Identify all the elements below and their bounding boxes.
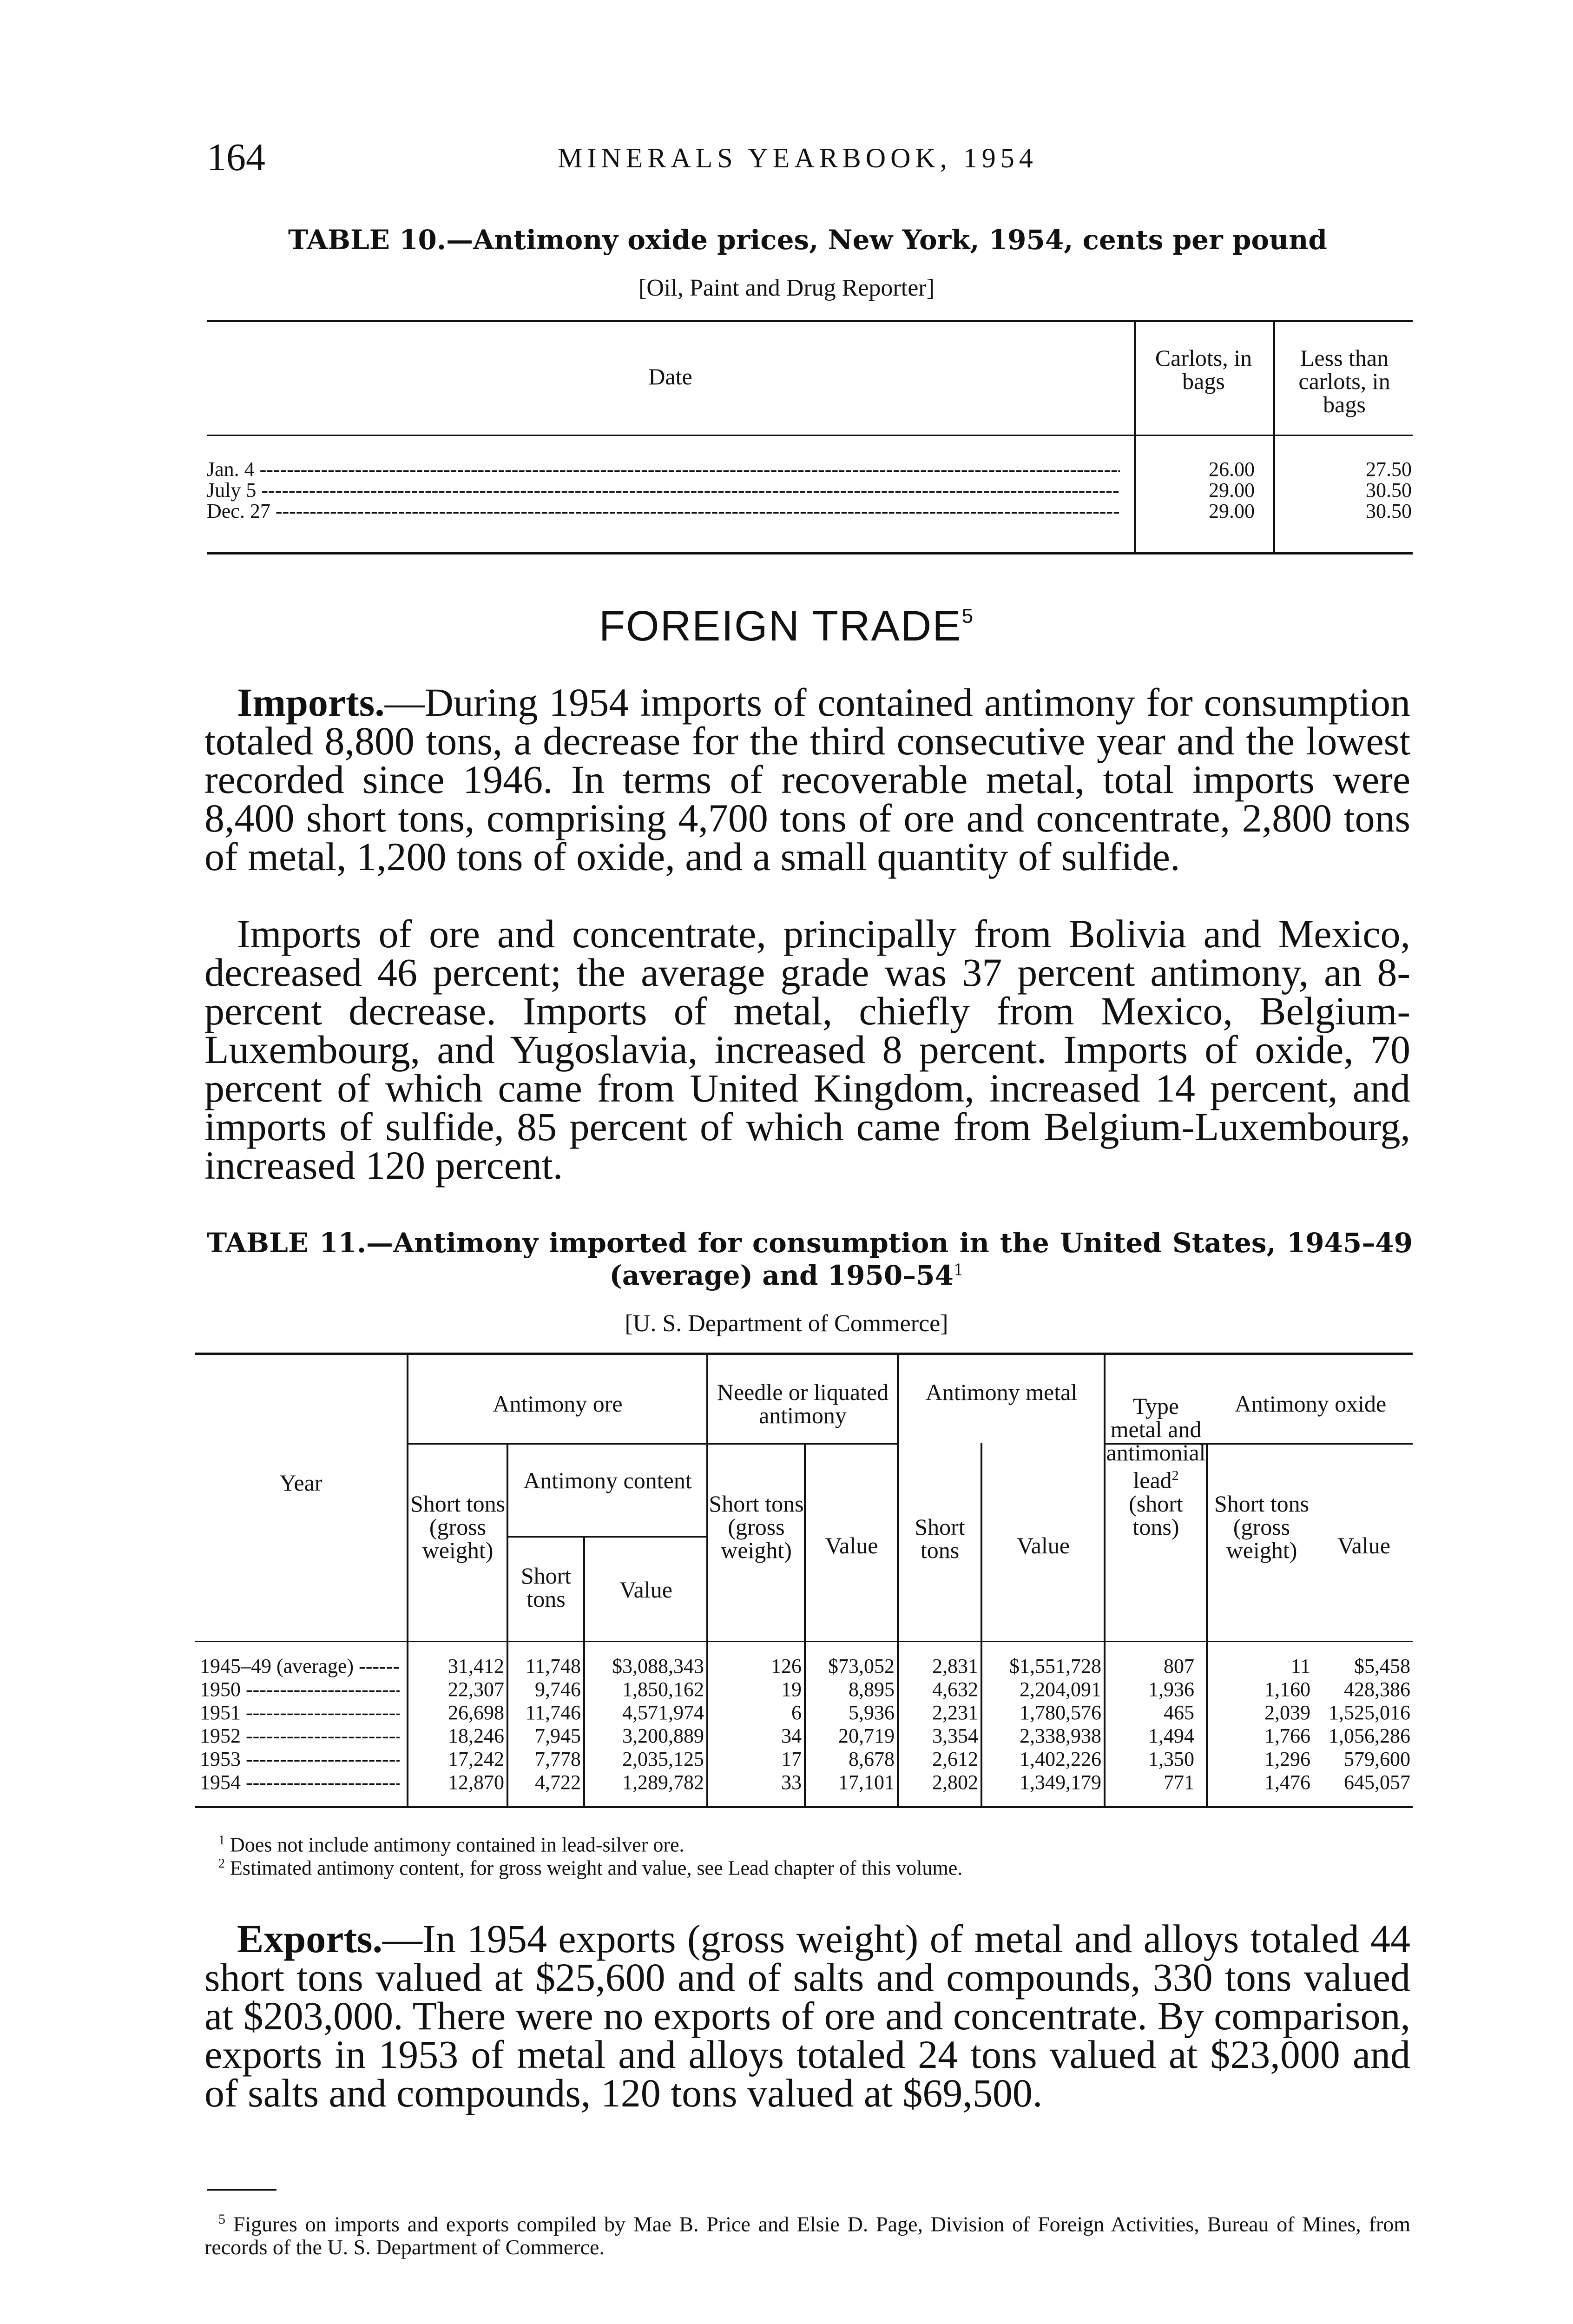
table10-row-date: July 5 ----- — [207, 479, 1120, 502]
table11-cell: 11,746 — [525, 1701, 581, 1724]
table11-col-divider — [1206, 1443, 1208, 1807]
table10-title: TABLE 10.—Antimony oxide prices, New York, 1954, cents per pound — [288, 224, 1327, 256]
table11-cell: 5,936 — [849, 1701, 895, 1724]
table11-cell: 807 — [1164, 1655, 1194, 1677]
table11-cell: 7,778 — [535, 1748, 581, 1770]
table11-header-content-short-tons: Short tons — [520, 1563, 572, 1612]
table11-header-metal-short-tons: Short tons — [915, 1514, 965, 1563]
table10-header-less-than-carlots: Less than carlots, in bags — [1298, 345, 1390, 417]
table11-subgroup-rule — [507, 1536, 706, 1538]
table11-title-line2: (average) and $1950-54^1$ — [609, 1260, 964, 1291]
table11-cell: 11,748 — [525, 1655, 581, 1677]
table11-col-divider — [583, 1536, 585, 1807]
table11-cell: 2,338,938 — [1020, 1724, 1101, 1747]
table11-cell: 26,698 — [448, 1701, 504, 1724]
table10-top-rule — [207, 320, 1413, 322]
table11-header-antimony-oxide: Antimony oxide — [1234, 1391, 1387, 1417]
imports-paragraph-1: Imports.—During 1954 imports of contained antimony for consumption totaled 8,800 tons, a decrease for the third consecutive year and the lowest recorded since 1946. In terms of recoverable metal, total imports were 8,400 short tons, comprising 4,700 tons of ore and concentrate, 2,800 tons of metal, 1,200 tons of oxide, and a small quantity of sulfide. — [204, 680, 1410, 879]
footnote-mark: 1 — [953, 1261, 964, 1280]
table11-cell: 3,354 — [932, 1724, 978, 1747]
table11-cell: 2,204,091 — [1020, 1678, 1101, 1701]
table11-group-rule — [408, 1443, 897, 1445]
table11-cell: 771 — [1164, 1771, 1194, 1794]
table11-cell: 1,349,179 — [1020, 1771, 1101, 1794]
table11-header-metal-value: Value — [1017, 1532, 1070, 1558]
table10-cell-less: 30.50 — [1366, 500, 1412, 522]
table11-cell: 20,719 — [838, 1724, 895, 1747]
table11-cell: 126 — [771, 1655, 802, 1677]
table11-cell: 8,895 — [849, 1678, 895, 1701]
table11-cell: $1,551,728 — [1009, 1655, 1101, 1677]
table10-cell-carlots: 29.00 — [1209, 479, 1255, 502]
table11-col-divider — [407, 1353, 408, 1807]
table11-header-content-value: Value — [619, 1577, 672, 1603]
table11-cell: 7,945 — [535, 1724, 581, 1747]
table11-cell: 465 — [1164, 1701, 1194, 1724]
table11-year: 1951 ----- — [200, 1701, 400, 1724]
page-number: 164 — [207, 136, 265, 179]
footnote-separator — [207, 2189, 276, 2191]
table11-footnote-1: $^1$ Does not include antimony contained in lead-silver ore. — [218, 1833, 684, 1856]
table10-col-divider — [1134, 321, 1136, 553]
table11-col-divider — [897, 1353, 899, 1807]
table11-cell: 1,936 — [1148, 1678, 1194, 1701]
table11-header-ore-content: Antimony content — [523, 1467, 692, 1493]
table11-header-antimony-ore: Antimony ore — [493, 1391, 623, 1417]
table11-cell: 33 — [781, 1771, 802, 1794]
table11-cell: 1,525,016 — [1329, 1701, 1410, 1724]
table11-cell: 428,386 — [1344, 1678, 1410, 1701]
table11-cell: 11 — [1290, 1655, 1310, 1677]
table11-header-type-metal: Type metal and antimonial lead$^2$ (short tons) — [1106, 1393, 1206, 1540]
table11-cell: 17,242 — [448, 1748, 504, 1770]
table11-cell: 1,296 — [1264, 1748, 1310, 1770]
table11-cell: $3,088,343 — [612, 1655, 704, 1677]
table11-header-antimony-metal: Antimony metal — [925, 1379, 1078, 1405]
table11-cell: 1,402,226 — [1020, 1748, 1101, 1770]
table11-header-ore-gross: Short tons (gross weight) — [410, 1491, 506, 1563]
table11-col-divider — [981, 1443, 982, 1807]
table10-source: [Oil, Paint and Drug Reporter] — [638, 275, 935, 301]
table11-col-divider — [706, 1353, 708, 1807]
table11-year: 1954 ----- — [200, 1771, 400, 1794]
table11-cell: 2,035,125 — [622, 1748, 704, 1770]
table11-cell: 2,802 — [932, 1771, 978, 1794]
table11-cell: 645,057 — [1344, 1771, 1410, 1794]
table11-col-divider — [1104, 1353, 1106, 1807]
section-heading: FOREIGN TRADE$^5$ — [599, 602, 974, 650]
table11-footnote-2: $^2$ Estimated antimony content, for gross weight and value, see Lead chapter of this volume. — [218, 1856, 963, 1880]
table11-col-divider — [507, 1443, 508, 1807]
table11-cell: 1,766 — [1264, 1724, 1310, 1747]
table11-title-line1: TABLE 11.—Antimony imported for consumption in the United States, 1945–49 — [207, 1227, 1413, 1259]
table11-cell: 2,612 — [932, 1748, 978, 1770]
table11-cell: 3,200,889 — [622, 1724, 704, 1747]
table11-cell: 2,231 — [932, 1701, 978, 1724]
table11-cell: 2,039 — [1264, 1701, 1310, 1724]
exports-lead: Exports. — [237, 1916, 382, 1961]
table11-cell: 2,831 — [932, 1655, 978, 1677]
table11-cell: 1,056,286 — [1329, 1724, 1410, 1747]
table11-source: [U. S. Department of Commerce] — [625, 1310, 948, 1337]
table11-header-year: Year — [279, 1470, 322, 1496]
table11-header-needle-value: Value — [825, 1532, 878, 1558]
table11-year: 1953 ----- — [200, 1748, 400, 1771]
table11-cell: 22,307 — [448, 1678, 504, 1701]
table11-cell: 12,870 — [448, 1771, 504, 1794]
imports-paragraph-2: Imports of ore and concentrate, principally from Bolivia and Mexico, decreased 46 percent; the average grade was 37 percent antimony, an 8-percent decrease. Imports of metal, chiefly from Mexico, Belgium-Luxembourg, and Yugoslavia, increased 8 percent. Imports of oxide, 70 percent of which came from United Kingdom, increased 14 percent, and imports of sulfide, 85 percent of which came from Belgium-Luxembourg, increased 120 percent. — [204, 911, 1410, 1188]
table11-cell: 31,412 — [448, 1655, 504, 1677]
table11-cell: 6 — [791, 1701, 802, 1724]
table11-cell: 1,850,162 — [622, 1678, 704, 1701]
table10-cell-carlots: 29.00 — [1209, 500, 1255, 522]
table11-cell: 19 — [781, 1678, 802, 1701]
table11-header-oxide-gross: Short tons (gross weight) — [1214, 1491, 1310, 1563]
table11-cell: 1,780,576 — [1020, 1701, 1101, 1724]
table10-cell-less: 27.50 — [1366, 458, 1412, 481]
table11-year: 1952 ----- — [200, 1724, 400, 1748]
running-title: MINERALS YEARBOOK, 1954 — [558, 143, 1038, 173]
exports-paragraph: Exports.—In 1954 exports (gross weight) of metal and alloys totaled 44 short tons valued at $25,600 and of salts and compounds, 330 tons valued at $203,000. There were no exports of ore and concentrate. By comparison, exports in 1953 of metal and alloys totaled 24 tons valued at $23,000 and of salts and compounds, 120 tons valued at $69,500. — [204, 1916, 1410, 2115]
table11-year: 1950 ----- — [200, 1678, 400, 1701]
table11-cell: 9,746 — [535, 1678, 581, 1701]
footnote-mark: 5 — [961, 605, 974, 627]
table11-cell: 34 — [781, 1724, 802, 1747]
table11-header-needle: Needle or liquated antimony — [717, 1379, 889, 1428]
table10-row-date: Dec. 27 ----- — [207, 500, 1120, 523]
table10-row-date: Jan. 4 ----- — [207, 458, 1120, 481]
footnote-mark: 2 — [1172, 1468, 1179, 1483]
table11-cell: $73,052 — [828, 1655, 895, 1677]
table10-bottom-rule — [207, 552, 1413, 555]
table11-cell: 4,632 — [932, 1678, 978, 1701]
table11-col-divider — [804, 1443, 806, 1807]
table11-cell: $5,458 — [1354, 1655, 1410, 1677]
table10-header-date: Date — [648, 363, 692, 390]
table11-cell: 1,494 — [1148, 1724, 1194, 1747]
table11-cell: 18,246 — [448, 1724, 504, 1747]
table11-year: 1945–49 (average) ----- — [200, 1655, 400, 1678]
table11-cell: 1,350 — [1148, 1748, 1194, 1770]
table11-cell: 579,600 — [1344, 1748, 1410, 1770]
table10-cell-carlots: 26.00 — [1209, 458, 1255, 481]
table10-cell-less: 30.50 — [1366, 479, 1412, 502]
table11-cell: 4,722 — [535, 1771, 581, 1794]
imports-lead: Imports. — [237, 680, 385, 725]
table11-cell: 4,571,974 — [622, 1701, 704, 1724]
table10-header-rule — [207, 435, 1413, 436]
table11-header-needle-gross: Short tons (gross weight) — [709, 1491, 804, 1563]
table11-header-oxide-value: Value — [1337, 1532, 1390, 1558]
table11-cell: 1,289,782 — [622, 1771, 704, 1794]
table11-top-rule — [195, 1353, 1413, 1355]
table11-cell: 1,476 — [1264, 1771, 1310, 1794]
table11-cell: 1,160 — [1264, 1678, 1310, 1701]
table11-cell: 17,101 — [838, 1771, 895, 1794]
table10-header-carlots: Carlots, in bags — [1155, 345, 1252, 394]
table11-cell: 8,678 — [849, 1748, 895, 1770]
table10-col-divider — [1273, 321, 1275, 553]
page-footnote: $^5$ Figures on imports and exports compiled by Mae B. Price and Elsie D. Page, Division of Foreign Activities, Bureau of Mines, from records of the U. S. Department of Commerce. — [204, 2212, 1410, 2259]
table11-cell: 17 — [781, 1748, 802, 1770]
